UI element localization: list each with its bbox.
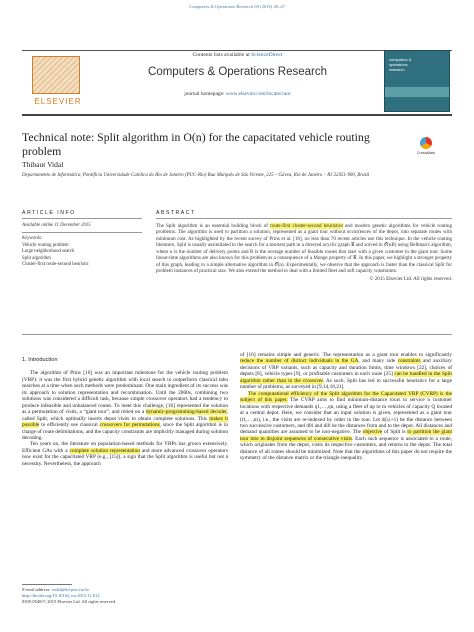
contents-prefix: Contents lists available at: [192, 52, 250, 58]
footnote: [22, 587, 232, 606]
cover-line: operations: [389, 62, 408, 67]
article-info-rule: [22, 218, 142, 219]
highlighted-text: objective: [362, 429, 383, 436]
keywords-label: Keywords:: [22, 236, 43, 242]
cover-line: computers &: [389, 57, 412, 62]
article-info: [22, 223, 142, 268]
homepage-prefix: journal homepage:: [184, 91, 225, 97]
highlighted-text: The computational efficiency of the Split algorithm for the Capacitated VRP (CVRP) is the subject of this paper.: [240, 390, 452, 404]
journal-title: Computers & Operations Research: [148, 66, 327, 78]
journal-cover-thumbnail: [384, 50, 450, 112]
sciencedirect-link[interactable]: ScienceDirect: [251, 52, 283, 58]
highlighted-text: reduce the number of distinct individuals in the GA: [240, 358, 359, 365]
text-run: Ten years on, the literature on population-based methods for VRPs has grown extensively. Efficient GAs with a: [22, 441, 228, 454]
paragraph: [22, 441, 228, 467]
intro-left-column: [22, 352, 228, 467]
running-header: Computers & Operations Research 69 (2016) 40–47: [189, 4, 285, 9]
intro-left-text: [22, 370, 228, 467]
text-run: and auxiliary decisions of VRP variants, such as capacity and duration limits, time windows [22], choices of depots [8], vehicle types [9], or profitable customers in each route [25]: [240, 358, 452, 378]
front-matter-rule: [22, 334, 452, 335]
highlighted-text: can be handled in the Split algorithm rather than in the crossover: [240, 371, 452, 384]
paragraph: [240, 391, 452, 462]
cover-title: [389, 57, 447, 72]
journal-homepage: [100, 91, 375, 97]
intro-right-text: [240, 352, 452, 462]
elsevier-logo-text: ELSEVIER: [34, 97, 82, 106]
elsevier-tree-icon: [32, 56, 80, 94]
crossmark-icon: [420, 137, 432, 149]
text-run: and modern genetic algorithms for vehicle routing problems. The algorithm is used to partition a solution, represented as a giant tour without occurrences of the depot, into separate routes with minimum cost. As highlighted by the recent survey of Prins et al. [18], no less than 70 recent articles use this technique. In the vehicle routing literature, Split is usually assimilated to the search for a shortest path in a directed acyclic graph 𝒢 and solved in 𝒪(nB) using Bellman's algorithm, where n is the number of delivery points and B is the average number of feasible routes that start with a given customer in the giant tour. Some linear-time algorithms are also known for this problem as a consequence of a Monge property of 𝒢. In this paper, we highlight a stronger property of this graph, leading to a simple alternative algorithm in 𝒪(n). Experimentally, we observe that the approach is faster than the classical Split for problem instances of practical size. We also extend the method to deal with a limited fleet and soft capacity constraints.: [156, 223, 453, 275]
highlighted-text: complete solution representation: [69, 447, 140, 454]
highlighted-text: dynamic-programming-based decoder: [145, 409, 227, 416]
article-info-heading: ARTICLE INFO: [22, 210, 76, 216]
paragraph: [22, 370, 228, 441]
text-run: , and many side: [358, 358, 398, 365]
article-info-divider: [22, 232, 142, 233]
highlighted-text: constraints: [397, 358, 421, 365]
contents-line: [100, 52, 375, 58]
abstract-heading: ABSTRACT: [156, 210, 196, 216]
keyword: Split algorithm: [22, 255, 51, 261]
issn-line: 0305-0548/© 2015 Elsevier Ltd. All rights reserved.: [22, 599, 117, 605]
article-title: Technical note: Split algorithm in O(n) for the capacitated vehicle routing problem: [22, 130, 370, 158]
text-run: to efficiently use classical: [39, 422, 100, 429]
text-run: , since the Split algorithm is in charge of route delimitations, and the capacity constraints are implicitly managed during solution decoding.: [22, 422, 229, 441]
introduction-heading: 1. Introduction: [22, 357, 58, 363]
text-run: . As such, Split has led to successful heuristics for a large number of problems, as surveyed in [9,14,18,21].: [240, 377, 452, 391]
footnote-rule: [22, 584, 72, 585]
keyword: Cluster-first route-second heuristic: [22, 262, 89, 268]
text-run: of Split is: [382, 429, 408, 436]
keyword: Large neighborhood search: [22, 249, 75, 255]
doi-link[interactable]: http://dx.doi.org/10.1016/j.cor.2015.11.012: [22, 593, 100, 599]
crossmark-label: CrossMark: [416, 151, 436, 155]
intro-right-column: [240, 352, 452, 462]
cover-line: research: [389, 67, 405, 72]
highlighted-text: to partition the giant tour into m disjoint sequences of consecutive visits: [240, 429, 452, 442]
available-online: Available online 11 December 2015: [22, 223, 91, 228]
text-run: of [16] remains simple and generic. The representation as a giant tour enables to significantly: [240, 352, 452, 358]
text-run: The CVRP aims to find minimum-distance tours to service n customer locations with respective demands q1,…,qn, using a fleet of up to m vehicles of capacity Q located at a central depot. Here, we consider that an input solution is given, represented as a giant tour (t1,…,tn), i.e., the visits are re-indexed by order in the tour. Let d(i,i+1) be the distance between two successive customers, and d0i and di0 be the distances from and to the depot. All distances and demand quantities are assumed to be non-negative. The: [240, 397, 452, 436]
elsevier-logo: [22, 56, 94, 104]
paragraph: [240, 352, 452, 391]
text-run: , called Split, which optimally inserts depot visits to obtain complete solutions. This: [22, 409, 228, 422]
abstract-rule: [156, 218, 452, 219]
abstract-copyright: © 2015 Elsevier Ltd. All rights reserved.: [369, 275, 452, 282]
paragraph: [156, 223, 452, 275]
cover-band: [385, 87, 449, 97]
email-label: E-mail address:: [22, 587, 51, 592]
keyword: Vehicle routing problem: [22, 242, 69, 248]
masthead-bottom-rule: [22, 114, 452, 116]
text-run: The algorithm of Prins [16] was an important milestone for the vehicle routing problem (VRP): it was the first hybrid genetic algorithm with local search to outperform classical tabu searches at a time when such methods were predominant. One main ingredient of its success was its approach to solution representation and recombination. Until the 2000s, combining two solutions was considered a difficult task, because simple crossover operators had a tendency to produce infeasible and unbalanced routes. To meet this challenge, [16] represented the solution as a permutation of visits, a “giant tour”, and relied on a: [22, 370, 228, 416]
highlighted-text: makes it possible: [22, 415, 228, 429]
text-run: and more advanced crossover operators now exist for the capacitated VRP (e.g., [15]), a sign that the Split algorithm is useful but not a necessity. Nevertheless, the approach: [22, 447, 229, 467]
abstract-body: [156, 223, 452, 282]
highlighted-text: route-first cluster-second heuristics: [270, 223, 344, 229]
author-email-link[interactable]: vidal@inf.puc-rio.br: [51, 587, 89, 592]
text-run: The Split algorithm is an essential building block of: [156, 223, 271, 229]
abstract-text: [156, 223, 452, 275]
author-name: Thibaut Vidal: [22, 160, 64, 169]
crossmark-badge[interactable]: [414, 137, 438, 161]
highlighted-text: crossovers for permutations: [99, 422, 160, 429]
author-affiliation: Departamento de Informática, Pontifícia Universidade Católica do Rio de Janeiro (PUC-Rio) Rua Marquês de São Vicente, 225 – Gávea, Rio de Janeiro – RJ 22451-900, Brazil: [22, 173, 370, 178]
text-run: . Each such sequence is associated to a route, which originates from the depot, visits its respective customers, and returns to the depot. The total distance of all routes should be minimized. Note that the algorithms of this paper do not require the symmetry of the distance matrix or the triangle inequality.: [240, 435, 452, 462]
homepage-link[interactable]: www.elsevier.com/locate/caor: [225, 91, 291, 97]
